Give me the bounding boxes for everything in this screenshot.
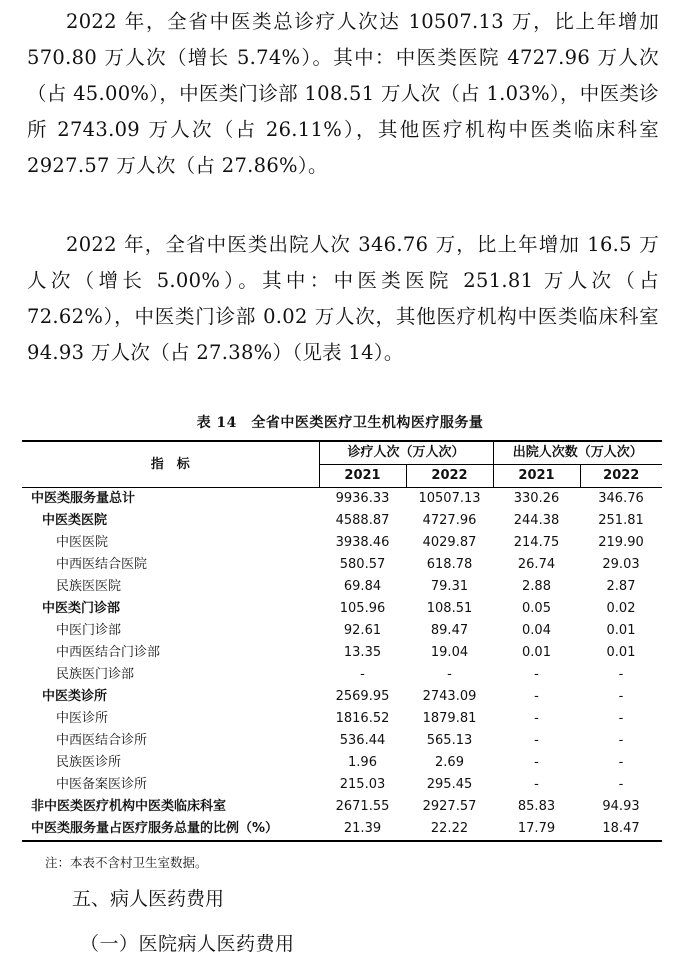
- row-value: 1.96: [348, 755, 377, 770]
- table-row: [22, 642, 662, 664]
- row-value: 2927.57: [422, 799, 477, 814]
- row-value: 3938.46: [335, 535, 390, 550]
- subsection-heading: （一）医院病人医药费用: [80, 933, 295, 955]
- table-row: [22, 576, 662, 598]
- row-value: -: [618, 733, 624, 748]
- row-label: 中医门诊部: [56, 623, 122, 638]
- paragraph-discharge: 2022 年，全省中医类出院人次 346.76 万，比上年增加 16.5 万人次（增长 5.00%）。其中：中医类医院 251.81 万人次（占 72.62%），中医类门诊部 0.02 万人次，其他医疗机构中医类临床科室 94.93 万人次（占 27.38%）（见表 14）。: [27, 233, 659, 364]
- header-year: 2022: [406, 465, 493, 488]
- row-value: 22.22: [406, 818, 493, 841]
- row-label: 中医类服务量占医疗服务总量的比例（%）: [22, 818, 319, 841]
- row-value: -: [534, 733, 539, 748]
- row-value: -: [618, 667, 624, 682]
- table-row: [22, 796, 662, 818]
- table-row: [22, 686, 662, 708]
- row-label: 中西医结合医院: [56, 557, 148, 572]
- row-value: 89.47: [430, 623, 469, 638]
- row-value: -: [447, 667, 452, 682]
- header-discharge-group: 出院人次数（万人次）: [493, 441, 662, 465]
- row-value: 330.26: [513, 491, 560, 506]
- row-value: 2671.55: [335, 799, 390, 814]
- row-value: 21.39: [319, 818, 406, 841]
- row-value: 244.38: [513, 513, 560, 528]
- row-label: 中医类医院: [42, 513, 108, 528]
- row-value: -: [618, 777, 624, 792]
- row-value: 618.78: [426, 557, 473, 572]
- row-value: 2.87: [606, 579, 636, 594]
- row-value: -: [618, 755, 624, 770]
- row-label: 中医诊所: [56, 711, 109, 726]
- row-value: 1816.52: [335, 711, 390, 726]
- row-value: -: [618, 711, 624, 726]
- row-label: 中医医院: [56, 535, 109, 550]
- row-value: 295.45: [426, 777, 473, 792]
- table-row: [22, 620, 662, 642]
- table-row: [22, 774, 662, 796]
- table-row: [22, 664, 662, 686]
- row-value: 19.04: [430, 645, 469, 660]
- row-value: 94.93: [602, 799, 640, 814]
- header-indicator: 指 标: [22, 441, 319, 488]
- row-value: 0.01: [606, 645, 636, 660]
- row-value: -: [618, 689, 624, 704]
- row-value: 13.35: [343, 645, 382, 660]
- row-value: 9936.33: [335, 491, 390, 506]
- row-value: -: [534, 755, 539, 770]
- row-value: 2.88: [522, 579, 551, 594]
- section-heading: 五、病人医药费用: [72, 888, 225, 910]
- row-value: 0.04: [522, 623, 551, 638]
- row-value: -: [534, 689, 539, 704]
- table-row: [22, 488, 662, 511]
- row-label: 民族医医院: [56, 579, 122, 594]
- header-year: 2021: [493, 465, 580, 488]
- row-value: 17.79: [493, 818, 580, 841]
- service-volume-table: [22, 440, 662, 842]
- row-value: 580.57: [339, 557, 386, 572]
- row-value: 4588.87: [335, 513, 390, 528]
- row-value: 214.75: [513, 535, 560, 550]
- header-year: 2021: [319, 465, 406, 488]
- table-row: [22, 708, 662, 730]
- row-label: 中医类诊所: [42, 689, 108, 704]
- row-value: -: [534, 711, 539, 726]
- row-value: 69.84: [343, 579, 382, 594]
- row-value: 108.51: [426, 601, 473, 616]
- row-label: 民族医门诊部: [56, 667, 135, 682]
- row-value: 536.44: [339, 733, 386, 748]
- row-value: 92.61: [343, 623, 382, 638]
- row-value: 85.83: [517, 799, 556, 814]
- table-row: [22, 752, 662, 774]
- row-value: -: [534, 777, 539, 792]
- table-row: [22, 510, 662, 532]
- row-value: 0.01: [606, 623, 636, 638]
- row-value: 215.03: [339, 777, 386, 792]
- row-value: 1879.81: [422, 711, 477, 726]
- table-row: [22, 532, 662, 554]
- row-value: 565.13: [426, 733, 473, 748]
- row-value: 105.96: [339, 601, 386, 616]
- row-value: 26.74: [517, 557, 556, 572]
- table-caption: 表 14 全省中医类医疗卫生机构医疗服务量: [196, 415, 484, 431]
- row-label: 中医类服务量总计: [31, 491, 136, 506]
- row-value: 4727.96: [422, 513, 477, 528]
- row-value: 10507.13: [418, 491, 481, 506]
- row-label: 中医备案医诊所: [56, 777, 148, 792]
- row-label: 中西医结合门诊部: [56, 645, 161, 660]
- row-value: 219.90: [598, 535, 644, 550]
- row-value: 0.01: [522, 645, 551, 660]
- row-value: 0.02: [606, 601, 636, 616]
- row-value: -: [534, 667, 539, 682]
- header-visits-group: 诊疗人次（万人次）: [319, 441, 493, 465]
- table-row: [22, 730, 662, 752]
- row-value: 4029.87: [422, 535, 477, 550]
- table-row: [22, 554, 662, 576]
- table-row: [22, 818, 662, 841]
- paragraph-outpatient: 2022 年，全省中医类总诊疗人次达 10507.13 万，比上年增加 570.80 万人次（增长 5.74%）。其中：中医类医院 4727.96 万人次（占 45.00%），中医类门诊部 108.51 万人次（占 1.03%），中医类诊所 2743.09 万人次（占 26.11%），其他医疗机构中医类临床科室 2927.57 万人次（占 27.86%）。: [27, 10, 659, 177]
- row-value: 346.76: [598, 491, 644, 506]
- row-value: 2743.09: [422, 689, 477, 704]
- row-value: 2.69: [435, 755, 464, 770]
- row-value: -: [360, 667, 365, 682]
- row-value: 29.03: [602, 557, 640, 572]
- row-value: 0.05: [522, 601, 551, 616]
- row-label: 中医类门诊部: [42, 601, 121, 616]
- row-value: 18.47: [580, 818, 662, 841]
- row-value: 79.31: [430, 579, 469, 594]
- header-year: 2022: [580, 465, 662, 488]
- row-label: 民族医诊所: [56, 755, 122, 770]
- table-row: [22, 598, 662, 620]
- row-label: 中西医结合诊所: [56, 733, 148, 748]
- row-label: 非中医类医疗机构中医类临床科室: [31, 799, 227, 814]
- row-value: 2569.95: [335, 689, 390, 704]
- table-note: 注：本表不含村卫生室数据。: [45, 855, 208, 870]
- row-value: 251.81: [598, 513, 644, 528]
